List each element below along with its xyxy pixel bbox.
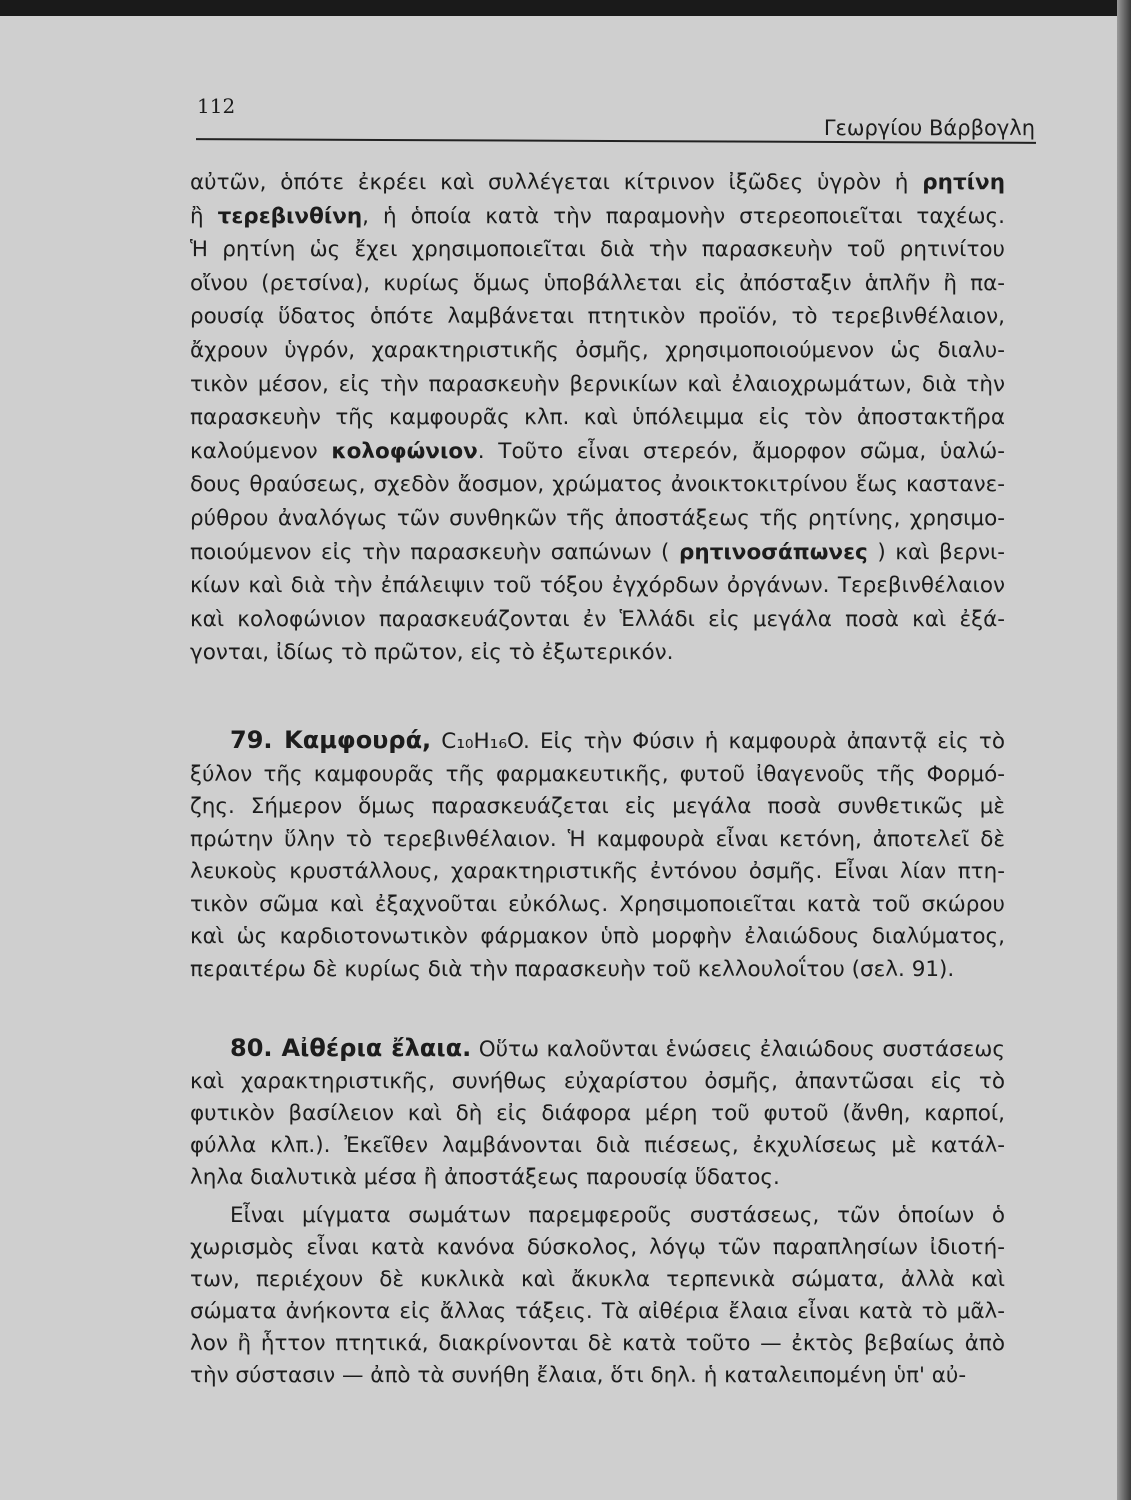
text-line — [190, 1130, 1005, 1162]
text-line — [190, 1264, 1005, 1296]
text-run: δους θραύσεως, σχεδὸν ἄοσμον, χρώματος ἀνοικτοκιτρίνου ἕως καστανε- — [190, 472, 1005, 498]
text-run: φυτικὸν βασίλειον καὶ δὴ εἰς διάφορα μέρη τοῦ φυτοῦ (ἄνθη, καρποί, — [190, 1101, 1005, 1126]
text-line — [190, 759, 1005, 792]
text-line — [190, 1200, 1005, 1232]
text-run: πρώτην ὕλην τὸ τερεβινθέλαιον. Ἡ καμφουρὰ εἶναι κετόνη, ἀποτελεῖ δὲ — [190, 826, 1005, 852]
text-line — [190, 954, 1005, 987]
text-line — [190, 824, 1005, 857]
text-run: καλούμενον — [190, 438, 332, 464]
text-line — [190, 569, 1005, 603]
text-run: καὶ χαρακτηριστικῆς, συνήθως εὐχαρίστου ὀσμῆς, ἀπαντῶσαι εἰς τὸ — [190, 1069, 1005, 1094]
text-line — [190, 267, 1005, 301]
text-line — [190, 300, 1005, 334]
text-run: ζης. Σήμερον ὅμως παρασκευάζεται εἰς μεγάλα ποσὰ συνθετικῶς μὲ — [190, 794, 1005, 819]
text-run: καὶ ὡς καρδιοτονωτικὸν φάρμακον ὑπὸ μορφὴν ἐλαιώδους διαλύματος, — [190, 924, 1005, 949]
text-run: καὶ κολοφώνιον παρασκευάζονται ἐν Ἑλλάδι εἰς μεγάλα ποσὰ καὶ ἐξά- — [190, 606, 1005, 632]
text-line — [190, 1296, 1005, 1328]
text-run: ρύθρου ἀναλόγως τῶν συνθηκῶν τῆς ἀποστάξεως τῆς ρητίνης, χρησιμο- — [190, 505, 1005, 531]
section-heading: 79. Καμφουρά, — [230, 726, 432, 754]
text-run: ποιούμενον εἰς τὴν παρασκευὴν σαπώνων ( — [190, 539, 679, 565]
text-line — [190, 1162, 1005, 1194]
text-line — [190, 435, 1005, 469]
text-line — [190, 889, 1005, 922]
text-run: ληλα διαλυτικὰ μέσα ἢ ἀποστάξεως παρουσίᾳ ὕδατος. — [190, 1165, 780, 1190]
section-79-camphor — [190, 724, 1005, 986]
text-run: ἄχρουν ὑγρόν, χαρακτηριστικῆς ὀσμῆς, χρησιμοποιούμενον ὡς διαλυ- — [190, 337, 1005, 363]
text-run: τικὸν σῶμα καὶ ἐξαχνοῦται εὐκόλως. Χρησιμοποιεῖται κατὰ τοῦ σκώρου — [190, 891, 1005, 917]
scan-right-edge — [1117, 0, 1131, 1500]
text-line — [190, 1032, 1005, 1066]
text-run: τικὸν μέσον, εἰς τὴν παρασκευὴν βερνικίων καὶ ἐλαιοχρωμάτων, διὰ τὴν — [190, 371, 1005, 397]
text-run: γονται, ἰδίως τὸ πρῶτον, εἰς τὸ ἐξωτερικόν. — [190, 640, 674, 666]
text-line — [190, 1360, 1005, 1392]
text-line — [190, 921, 1005, 954]
text-line — [190, 536, 1005, 570]
bold-term: ρητίνη — [922, 170, 1005, 195]
text-run: Οὕτω καλοῦνται ἑνώσεις ἐλαιώδους συστάσεως — [471, 1037, 1005, 1062]
text-run: Ἡ ρητίνη ὡς ἔχει χρησιμοποιεῖται διὰ τὴν παρασκευὴν τοῦ ρητινίτου — [190, 237, 1005, 263]
text-line — [190, 401, 1005, 435]
bold-term: τερεβινθίνη — [217, 203, 363, 229]
text-run: αὐτῶν, ὁπότε ἐκρέει καὶ συλλέγεται κίτρινον ἰξῶδες ὑγρὸν ἡ — [190, 170, 923, 195]
text-line — [190, 1232, 1005, 1264]
bold-term: ρητινοσάπωνες — [679, 539, 868, 565]
paragraph-essential-oils — [190, 1200, 1005, 1392]
section-80-essential-oils-heading-paragraph — [190, 1032, 1005, 1194]
text-line — [190, 1098, 1005, 1130]
text-run: χωρισμὸς εἶναι κατὰ κανόνα δύσκολος, λόγῳ τῶν παραπλησίων ἰδιοτή- — [190, 1235, 1005, 1260]
text-line — [190, 1066, 1005, 1098]
text-line — [190, 502, 1005, 536]
text-run: ) καὶ βερνι- — [867, 539, 1006, 565]
text-line — [190, 724, 1005, 759]
text-run: ἢ — [190, 203, 218, 229]
text-line — [190, 166, 1005, 200]
text-line — [190, 334, 1005, 368]
text-line — [190, 856, 1005, 889]
running-header: Γεωργίου Βάρβογλη — [823, 116, 1035, 140]
text-run: σώματα ἀνήκοντα εἰς ἄλλας τάξεις. Τὰ αἰθέρια ἔλαια εἶναι κατὰ τὸ μᾶλ- — [190, 1299, 1005, 1324]
text-run: , ἡ ὁποία κατὰ τὴν παραμονὴν στερεοποιεῖται ταχέως. — [362, 203, 1005, 229]
text-run: ρουσίᾳ ὕδατος ὁπότε λαμβάνεται πτητικὸν προϊόν, τὸ τερεβινθέλαιον, — [190, 304, 1005, 330]
text-line — [190, 200, 1005, 234]
text-run: Εἶναι μίγματα σωμάτων παρεμφεροῦς συστάσεως, τῶν ὁποίων ὁ — [230, 1203, 1005, 1228]
text-run: τὴν σύστασιν — ἀπὸ τὰ συνήθη ἔλαια, ὅτι δηλ. ἡ καταλειπομένη ὑπ' αὐ- — [190, 1363, 967, 1388]
text-run: λευκοὺς κρυστάλλους, χαρακτηριστικῆς ἐντόνου ὀσμῆς. Εἶναι λίαν πτη- — [190, 859, 1005, 884]
text-run: κίων καὶ διὰ τὴν ἐπάλειψιν τοῦ τόξου ἐγχόρδων ὀργάνων. Τερεβινθέλαιον — [190, 573, 1005, 599]
text-run: φύλλα κλπ.). Ἐκεῖθεν λαμβάνονται διὰ πιέσεως, ἐκχυλίσεως μὲ κατάλ- — [190, 1133, 1005, 1158]
text-line — [190, 636, 1005, 670]
page-number: 112 — [197, 94, 236, 118]
text-line — [190, 791, 1005, 824]
text-line — [190, 468, 1005, 502]
text-line — [190, 603, 1005, 637]
text-run: . Τοῦτο εἶναι στερεόν, ἄμορφον σῶμα, ὑαλώ- — [477, 438, 1005, 464]
text-run: ξύλον τῆς καμφουρᾶς τῆς φαρμακευτικῆς, φυτοῦ ἰθαγενοῦς τῆς Φορμό- — [190, 761, 1005, 787]
paragraph-resin — [190, 166, 1005, 670]
text-line — [190, 368, 1005, 402]
text-line — [190, 233, 1005, 267]
text-run: C₁₀H₁₆O. Εἰς τὴν Φύσιν ἡ καμφουρὰ ἀπαντᾷ εἰς τὸ — [431, 729, 1005, 754]
text-run: των, περιέχουν δὲ κυκλικὰ καὶ ἄκυκλα τερπενικὰ σώματα, ἀλλὰ καὶ — [190, 1267, 1005, 1292]
text-line — [190, 1328, 1005, 1360]
text-run: περαιτέρω δὲ κυρίως διὰ τὴν παρασκευὴν τοῦ κελλουλοΐτου (σελ. 91). — [190, 956, 955, 982]
text-run: οἴνου (ρετσίνα), κυρίως ὅμως ὑποβάλλεται εἰς ἀπόσταξιν ἁπλῆν ἢ πα- — [190, 270, 1005, 296]
section-heading: 80. Αἰθέρια ἔλαια. — [230, 1034, 472, 1062]
text-run: παρασκευὴν τῆς καμφουρᾶς κλπ. καὶ ὑπόλειμμα εἰς τὸν ἀποστακτῆρα — [190, 405, 1005, 431]
bold-term: κολοφώνιον — [331, 438, 478, 464]
text-run: λον ἢ ἧττον πτητικά, διακρίνονται δὲ κατὰ τοῦτο — ἐκτὸς βεβαίως ἀπὸ — [190, 1331, 1005, 1356]
scan-top-edge — [0, 0, 1131, 16]
